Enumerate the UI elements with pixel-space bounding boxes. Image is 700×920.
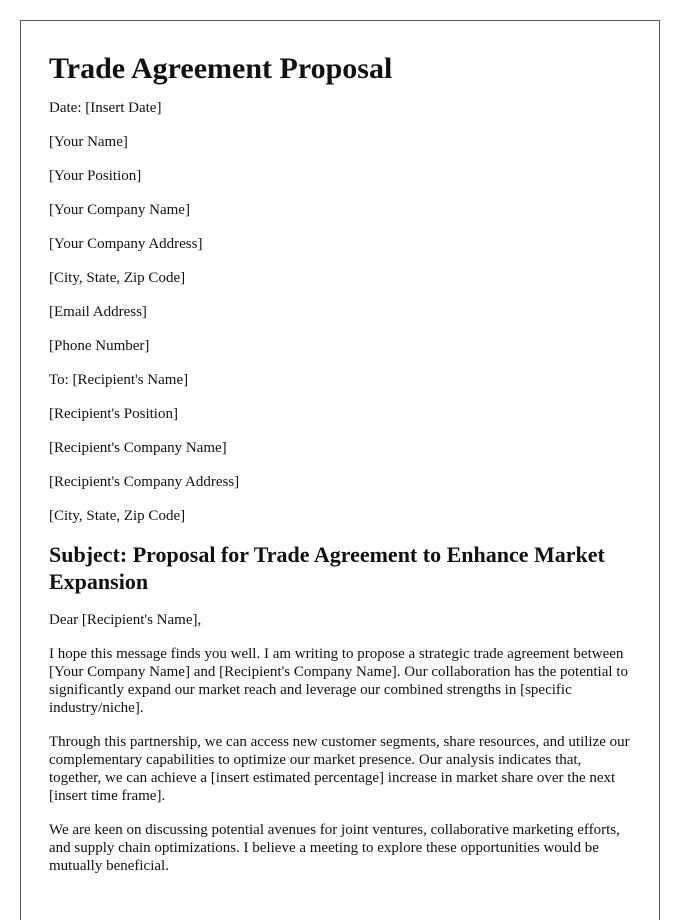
sender-email: [Email Address] bbox=[49, 304, 147, 320]
recipient-company: [Recipient's Company Name] bbox=[49, 440, 227, 456]
letter-page bbox=[20, 20, 660, 920]
recipient-name: To: [Recipient's Name] bbox=[49, 372, 189, 388]
sender-city: [City, State, Zip Code] bbox=[49, 270, 186, 286]
date-line: Date: [Insert Date] bbox=[49, 100, 162, 116]
recipient-city: [City, State, Zip Code] bbox=[49, 508, 186, 524]
sender-address: [Your Company Address] bbox=[49, 236, 203, 252]
body-paragraph-1: I hope this message finds you well. I am writing to propose a strategic trade agreement between [Your Company Name] and [Recipient's Company Name]. Our collaboration has the potential to significantly expand our market reach and leverage our combined strengths in [specific industry/niche]. bbox=[49, 646, 628, 716]
recipient-position: [Recipient's Position] bbox=[49, 406, 178, 422]
sender-phone: [Phone Number] bbox=[49, 338, 150, 354]
recipient-address: [Recipient's Company Address] bbox=[49, 474, 240, 490]
sender-position: [Your Position] bbox=[49, 168, 142, 184]
body-paragraph-2: Through this partnership, we can access new customer segments, share resources, and utilize our complementary capabilities to optimize our market presence. Our analysis indicates that, together, we can achieve a [insert estimated percentage] increase in market share over the next [insert time frame]. bbox=[49, 734, 630, 804]
document-title: Trade Agreement Proposal bbox=[49, 52, 393, 85]
sender-company: [Your Company Name] bbox=[49, 202, 190, 218]
salutation: Dear [Recipient's Name], bbox=[49, 612, 202, 628]
body-paragraph-3: We are keen on discussing potential avenues for joint ventures, collaborative marketing efforts, and supply chain optimizations. I believe a meeting to explore these opportunities would be mutually beneficial. bbox=[49, 822, 620, 874]
subject-heading: Subject: Proposal for Trade Agreement to Enhance Market Expansion bbox=[49, 542, 605, 594]
sender-name: [Your Name] bbox=[49, 134, 128, 150]
